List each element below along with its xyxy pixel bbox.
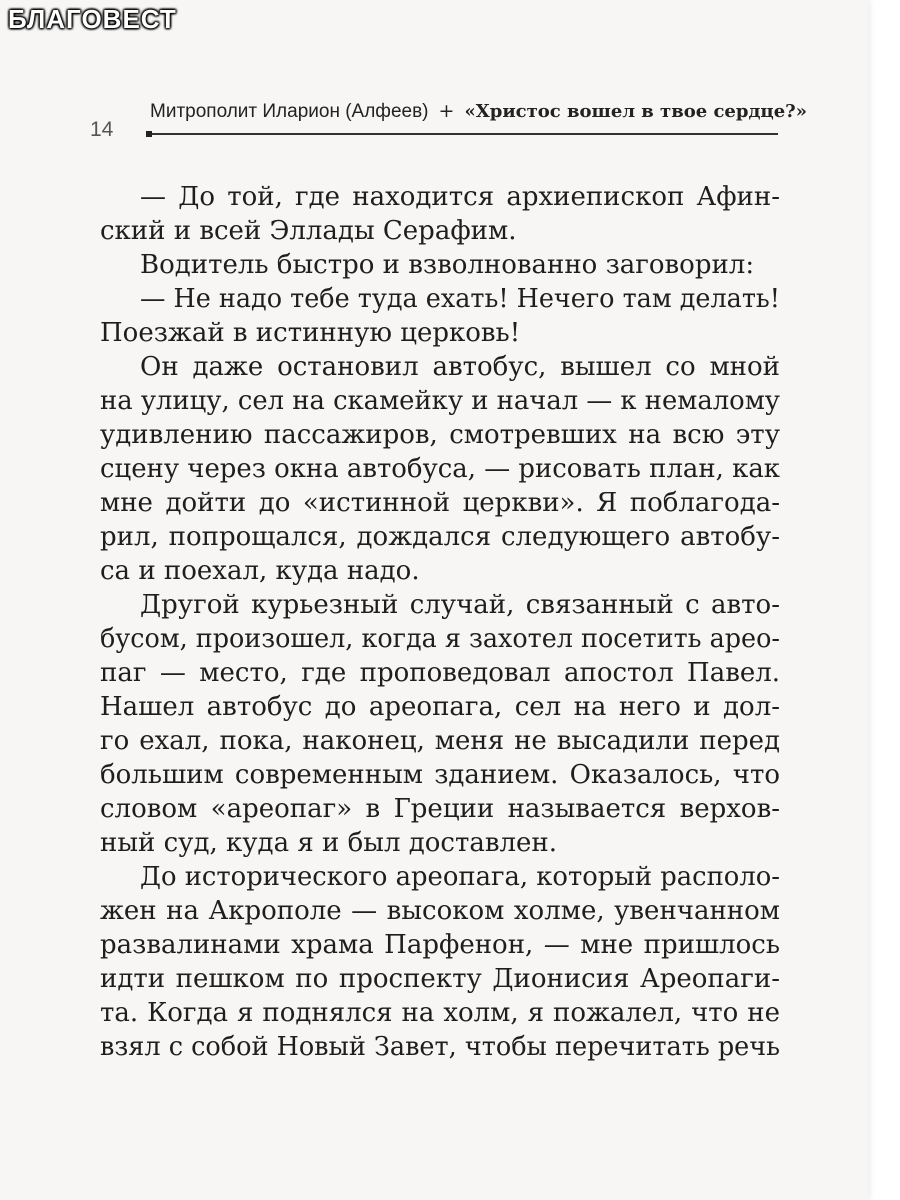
text-line: Другой курьезный случай, связанный с авто- bbox=[140, 590, 780, 620]
text-line: паг — место, где проповедовал апостол Павел. bbox=[100, 658, 780, 688]
text-line: Он даже остановил автобус, вышел со мной bbox=[140, 352, 780, 382]
text-line: жен на Акрополе — высоком холме, увенчанном bbox=[100, 896, 780, 926]
running-head-author: Митрополит Иларион (Алфеев) bbox=[150, 101, 429, 122]
text-line: та. Когда я поднялся на холм, я пожалел, что не bbox=[100, 998, 780, 1028]
text-line: удивлению пассажиров, смотревших на всю эту bbox=[100, 420, 780, 450]
text-line: на улицу, сел на скамейку и начал — к немалому bbox=[100, 386, 780, 416]
text-line: взял с собой Новый Завет, чтобы перечитать речь bbox=[100, 1032, 780, 1062]
body-text bbox=[100, 180, 780, 1064]
running-head-rule bbox=[150, 133, 778, 135]
text-line: го ехал, пока, наконец, меня не высадили перед bbox=[100, 726, 780, 756]
text-line: бусом, произошел, когда я захотел посетить арео- bbox=[100, 624, 780, 654]
text-line: развалинами храма Парфенон, — мне пришлось bbox=[100, 930, 780, 960]
text-line: мне дойти до «истинной церкви». Я поблагода- bbox=[100, 488, 780, 518]
text-line: — До той, где находится архиепископ Афин- bbox=[140, 182, 780, 212]
text-line: Водитель быстро и взволнованно заговорил: bbox=[140, 250, 755, 280]
running-head-title: «Христос вошел в твое сердце?» bbox=[464, 101, 807, 122]
text-line: большим современным зданием. Оказалось, что bbox=[100, 760, 780, 790]
text-line: ный суд, куда я и был доставлен. bbox=[100, 828, 557, 858]
text-line: ский и всей Эллады Серафим. bbox=[100, 216, 517, 246]
text-line: Поезжай в истинную церковь! bbox=[100, 318, 521, 348]
text-line: са и поехал, куда надо. bbox=[100, 556, 420, 586]
text-line: словом «ареопаг» в Греции называется верхов- bbox=[100, 794, 780, 824]
running-head-text bbox=[150, 100, 807, 123]
running-head-separator: + bbox=[438, 100, 455, 122]
text-line: До исторического ареопага, который располо- bbox=[140, 862, 780, 892]
text-line: Нашел автобус до ареопага, сел на него и дол- bbox=[100, 692, 780, 722]
text-line: рил, попрощался, дождался следующего автобу- bbox=[100, 522, 780, 552]
watermark-logo: БЛАГОВЕСТ bbox=[8, 4, 177, 34]
text-line: — Не надо тебе туда ехать! Нечего там делать! bbox=[140, 284, 780, 314]
text-line: сцену через окна автобуса, — рисовать план, как bbox=[100, 454, 780, 484]
page-number: 14 bbox=[90, 118, 114, 141]
text-line: идти пешком по проспекту Дионисия Ареопаги- bbox=[100, 964, 780, 994]
